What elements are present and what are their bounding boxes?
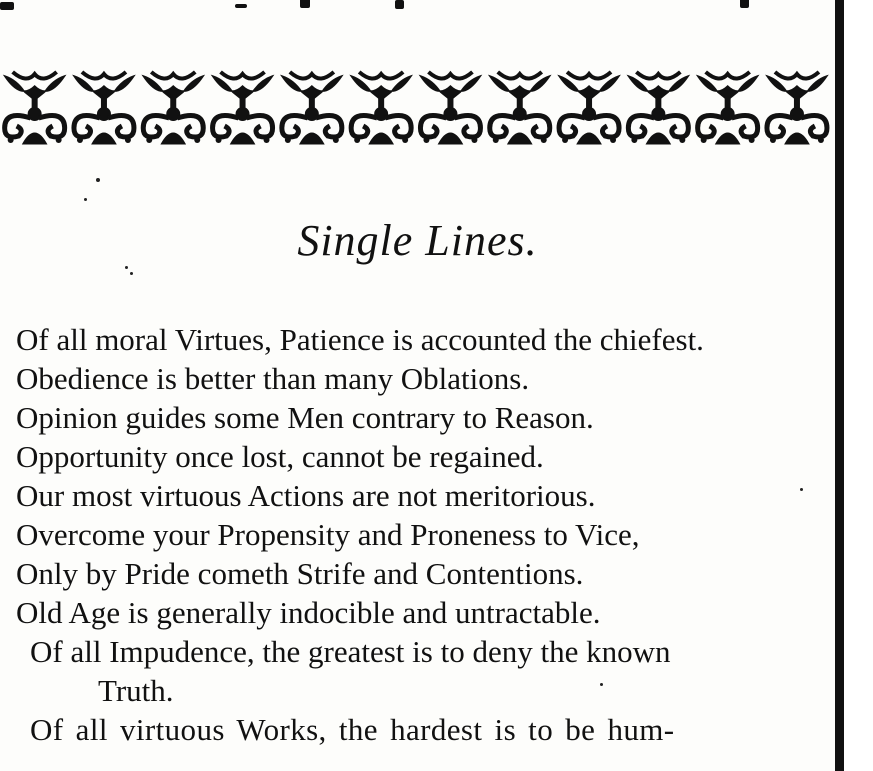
fleuron-unit [5, 72, 65, 144]
text-line: Overcome your Propensity and Proneness to Vice, [16, 517, 640, 552]
page-edge-shadow [835, 0, 844, 771]
ink-speck [125, 266, 128, 269]
ornamental-border [0, 70, 832, 146]
fleuron-unit [767, 72, 827, 144]
text-line-continuation: Truth. [98, 673, 174, 708]
fleuron-unit [213, 72, 273, 144]
fleuron-unit [420, 72, 480, 144]
ink-speck [130, 272, 133, 275]
text-line: Opportunity once lost, cannot be regained. [16, 439, 544, 474]
page-gutter [844, 0, 873, 771]
text-line: Only by Pride cometh Strife and Contentions. [16, 556, 584, 591]
ink-speck [84, 198, 87, 201]
text-line: Of all virtuous Works, the hardest is to be hum- [30, 712, 675, 747]
fleuron-border-icon [0, 70, 832, 146]
fleuron-unit [559, 72, 619, 144]
fleuron-unit [74, 72, 134, 144]
text-line: Old Age is generally indocible and untractable. [16, 595, 601, 630]
text-line: Obedience is better than many Oblations. [16, 361, 530, 396]
fleuron-unit [490, 72, 550, 144]
fleuron-unit [628, 72, 688, 144]
ink-speck [96, 178, 100, 182]
fleuron-unit [351, 72, 411, 144]
fleuron-unit [143, 72, 203, 144]
fleuron-unit [698, 72, 758, 144]
text-line: Our most virtuous Actions are not meritorious. [16, 478, 596, 513]
section-title: Single Lines. [297, 216, 538, 265]
cropped-previous-line [0, 0, 840, 12]
text-line: Opinion guides some Men contrary to Reason. [16, 400, 594, 435]
fleuron-unit [282, 72, 342, 144]
text-line: Of all Impudence, the greatest is to deny the known [30, 634, 671, 669]
single-lines-list [16, 320, 836, 749]
text-line: Of all moral Virtues, Patience is accounted the chiefest. [16, 322, 704, 357]
